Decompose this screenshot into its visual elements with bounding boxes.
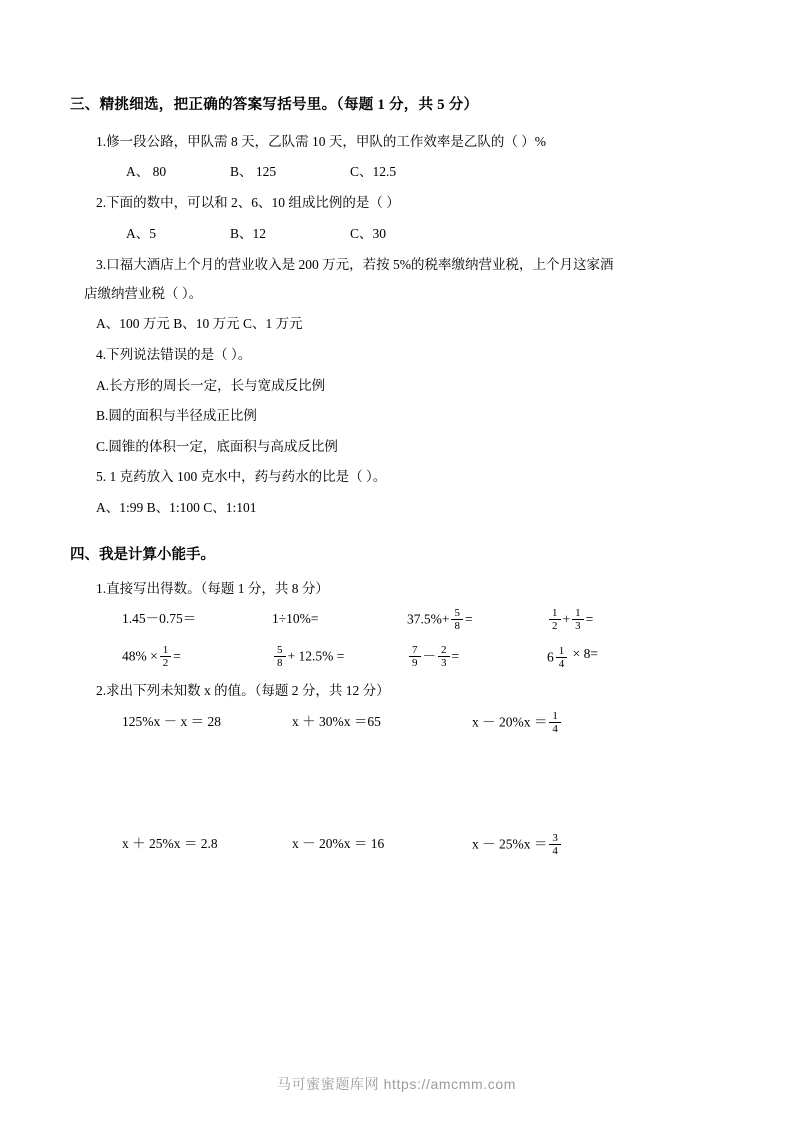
operator-times: × [572, 645, 581, 661]
question-3-2: 2.下面的数中，可以和 2、6、10 组成比例的是（ ） [96, 194, 400, 210]
fraction-5-8: $\frac{5}{8}$ [451, 607, 463, 633]
section-4-sub-1: 1.直接写出得数。（每题 1 分，共 8 分） [96, 580, 329, 596]
calc-row-2 [70, 643, 723, 671]
calc-item-5-prefix: 48% [122, 648, 147, 664]
answer-space [70, 746, 723, 832]
option-a: A、5 [126, 225, 156, 241]
section-4-heading: 四、我是计算小能手。 [70, 546, 215, 563]
equation-3 [472, 710, 642, 736]
calc-item-4 [547, 607, 697, 633]
question-3-4-option-c: C.圆锥的体积一定，底面积与高成反比例 [96, 438, 338, 454]
fraction-3-4: $\frac{3}{4}$ [549, 832, 561, 858]
calc-item-6-suffix: + 12.5% = [287, 648, 345, 664]
calc-item-3 [407, 607, 547, 633]
option-c: C、30 [350, 225, 387, 241]
calc-item-1: 1.45－0.75＝ [122, 611, 197, 627]
question-3-5-options: A、1:99 B、1:100 C、1:101 [96, 499, 257, 515]
fraction-1-4: $\frac{1}{4}$ [549, 710, 561, 736]
fraction-7-9: $\frac{7}{9}$ [409, 644, 421, 670]
equation-6 [472, 832, 642, 858]
question-3-5: 5. 1 克药放入 100 克水中，药与药水的比是（ ）。 [96, 469, 387, 485]
equation-row-2 [70, 832, 723, 858]
question-3-3-line2: 店缴纳营业税（ ）。 [84, 285, 203, 301]
question-3-3-options: A、100 万元 B、10 万元 C、1 万元 [96, 316, 303, 332]
question-3-3 [70, 253, 723, 277]
fraction-2-3: $\frac{2}{3}$ [438, 644, 450, 670]
fraction-5-8: $\frac{5}{8}$ [274, 644, 286, 670]
section-4-sub-2: 2.求出下列未知数 x 的值。（每题 2 分，共 12 分） [96, 683, 390, 699]
fraction-1-2: $\frac{1}{2}$ [160, 644, 172, 670]
fraction-1-4: $\frac{1}{4}$ [556, 645, 568, 671]
equation-5: x － 20%x ＝ 16 [292, 836, 385, 852]
option-b: B、12 [230, 225, 267, 241]
question-3-4-option-b: B.圆的面积与半径成正比例 [96, 408, 257, 424]
calc-item-5-suffix: = [173, 648, 181, 664]
calc-item-4-suffix: = [585, 611, 594, 627]
equation-6-prefix: x － 25%x ＝ [472, 835, 548, 851]
question-3-2-options [70, 223, 723, 245]
calc-item-2: 1÷10%= [272, 611, 319, 627]
option-b: B、 125 [230, 164, 277, 180]
calc-row-1 [70, 607, 723, 633]
calc-item-3-suffix: = [464, 611, 473, 627]
question-3-1-options [70, 161, 723, 183]
calc-item-7-suffix: = [451, 648, 460, 664]
fraction-1-2: $\frac{1}{2}$ [549, 607, 561, 633]
fraction-1-3: $\frac{1}{3}$ [572, 607, 584, 633]
watermark: 马可蜜蜜题库网 https://amcmm.com [276, 1076, 517, 1092]
calc-item-3-prefix: 37.5%+ [407, 611, 450, 627]
mixed-number-6-1-4: 6 $\frac{1}{4}$ [547, 645, 569, 671]
calc-item-6 [272, 644, 407, 670]
calc-item-8-suffix: 8= [583, 645, 598, 661]
operator-minus: － [422, 648, 436, 664]
calc-item-5 [122, 644, 272, 670]
equation-1: 125%x － x ＝ 28 [122, 714, 221, 730]
question-3-1: 1.修一段公路，甲队需 8 天，乙队需 10 天，甲队的工作效率是乙队的（ ）% [96, 133, 546, 149]
operator-plus: + [562, 611, 571, 627]
question-3-4-option-a: A.长方形的周长一定，长与宽成反比例 [96, 377, 326, 393]
equation-4: x ＋ 25%x ＝ 2.8 [122, 836, 218, 852]
equation-3-prefix: x － 20%x ＝ [472, 714, 548, 730]
section-3-heading: 三、精挑细选，把正确的答案写括号里。（每题 1 分，共 5 分） [70, 97, 479, 113]
question-3-4: 4.下列说法错误的是（ ）。 [96, 346, 252, 362]
option-c: C、12.5 [350, 164, 397, 180]
question-3-3-line1: 3.口福大酒店上个月的营业收入是 200 万元，若按 5%的税率缴纳营业税，上个月这家酒 [96, 257, 614, 273]
equation-2: x ＋ 30%x ＝65 [292, 714, 381, 730]
option-a: A、 80 [126, 164, 167, 180]
equation-row-1 [70, 710, 723, 736]
calc-item-8 [547, 643, 697, 671]
calc-item-7 [407, 644, 547, 670]
operator-times: × [150, 648, 158, 664]
